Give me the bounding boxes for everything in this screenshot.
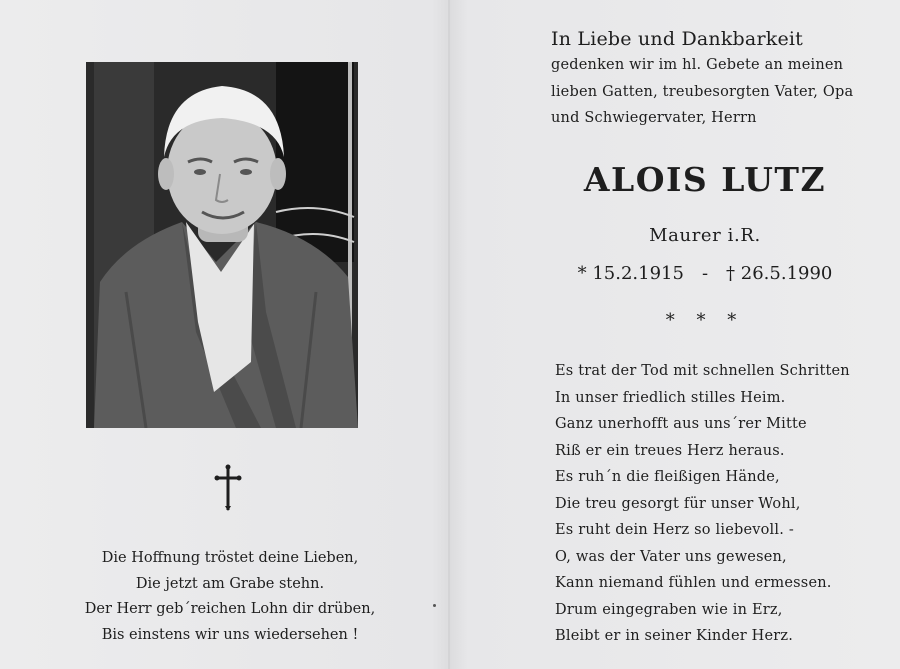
deceased-name: ALOIS LUTZ (583, 160, 827, 199)
poem-line: Riß er ein treues Herz heraus. (555, 442, 785, 459)
intro-line: lieben Gatten, treubesorgten Vater, Opa (551, 83, 854, 100)
poem-line: O, was der Vater uns gewesen, (555, 548, 787, 565)
left-verse-line: Der Herr geb´reichen Lohn dir drüben, (84, 601, 376, 617)
poem-line: Kann niemand fühlen und ermessen. (555, 575, 832, 591)
poem (555, 358, 885, 650)
portrait-photo-icon (86, 62, 358, 428)
portrait-photo (86, 62, 358, 428)
poem-line: Drum eingegraben wie in Erz, (555, 601, 783, 618)
cross-icon (212, 464, 244, 512)
death-date: † 26.5.1990 (726, 263, 833, 284)
stray-dot (433, 604, 436, 607)
left-verse-line: Bis einstens wir uns wiedersehen ! (101, 626, 359, 643)
card-fold (448, 0, 450, 669)
intro-line: gedenken wir im hl. Gebete an meinen (551, 57, 844, 73)
left-verse (70, 546, 390, 648)
poem-line: Es trat der Tod mit schnellen Schritten (555, 363, 850, 379)
occupation: Maurer i.R. (649, 225, 761, 246)
left-verse-line: Die Hoffnung tröstet deine Lieben, (101, 550, 359, 566)
life-dates (540, 263, 870, 284)
poem-line: Es ruh´n die fleißigen Hände, (555, 469, 780, 485)
poem-line: Es ruht dein Herz so liebevoll. - (555, 522, 794, 538)
birth-date: * 15.2.1915 (577, 263, 684, 284)
date-separator: - (701, 263, 709, 284)
poem-line: Bleibt er in seiner Kinder Herz. (555, 628, 794, 644)
poem-line: In unser friedlich stilles Heim. (555, 389, 786, 406)
divider-stars: * * * (665, 310, 745, 331)
left-verse-line: Die jetzt am Grabe stehn. (135, 575, 325, 592)
intro-heading: In Liebe und Dankbarkeit (551, 28, 803, 50)
poem-line: Ganz unerhofft aus uns´rer Mitte (555, 416, 807, 432)
poem-line: Die treu gesorgt für unser Wohl, (555, 495, 801, 512)
intro-line: und Schwiegervater, Herrn (551, 110, 757, 126)
intro-text (551, 26, 891, 132)
